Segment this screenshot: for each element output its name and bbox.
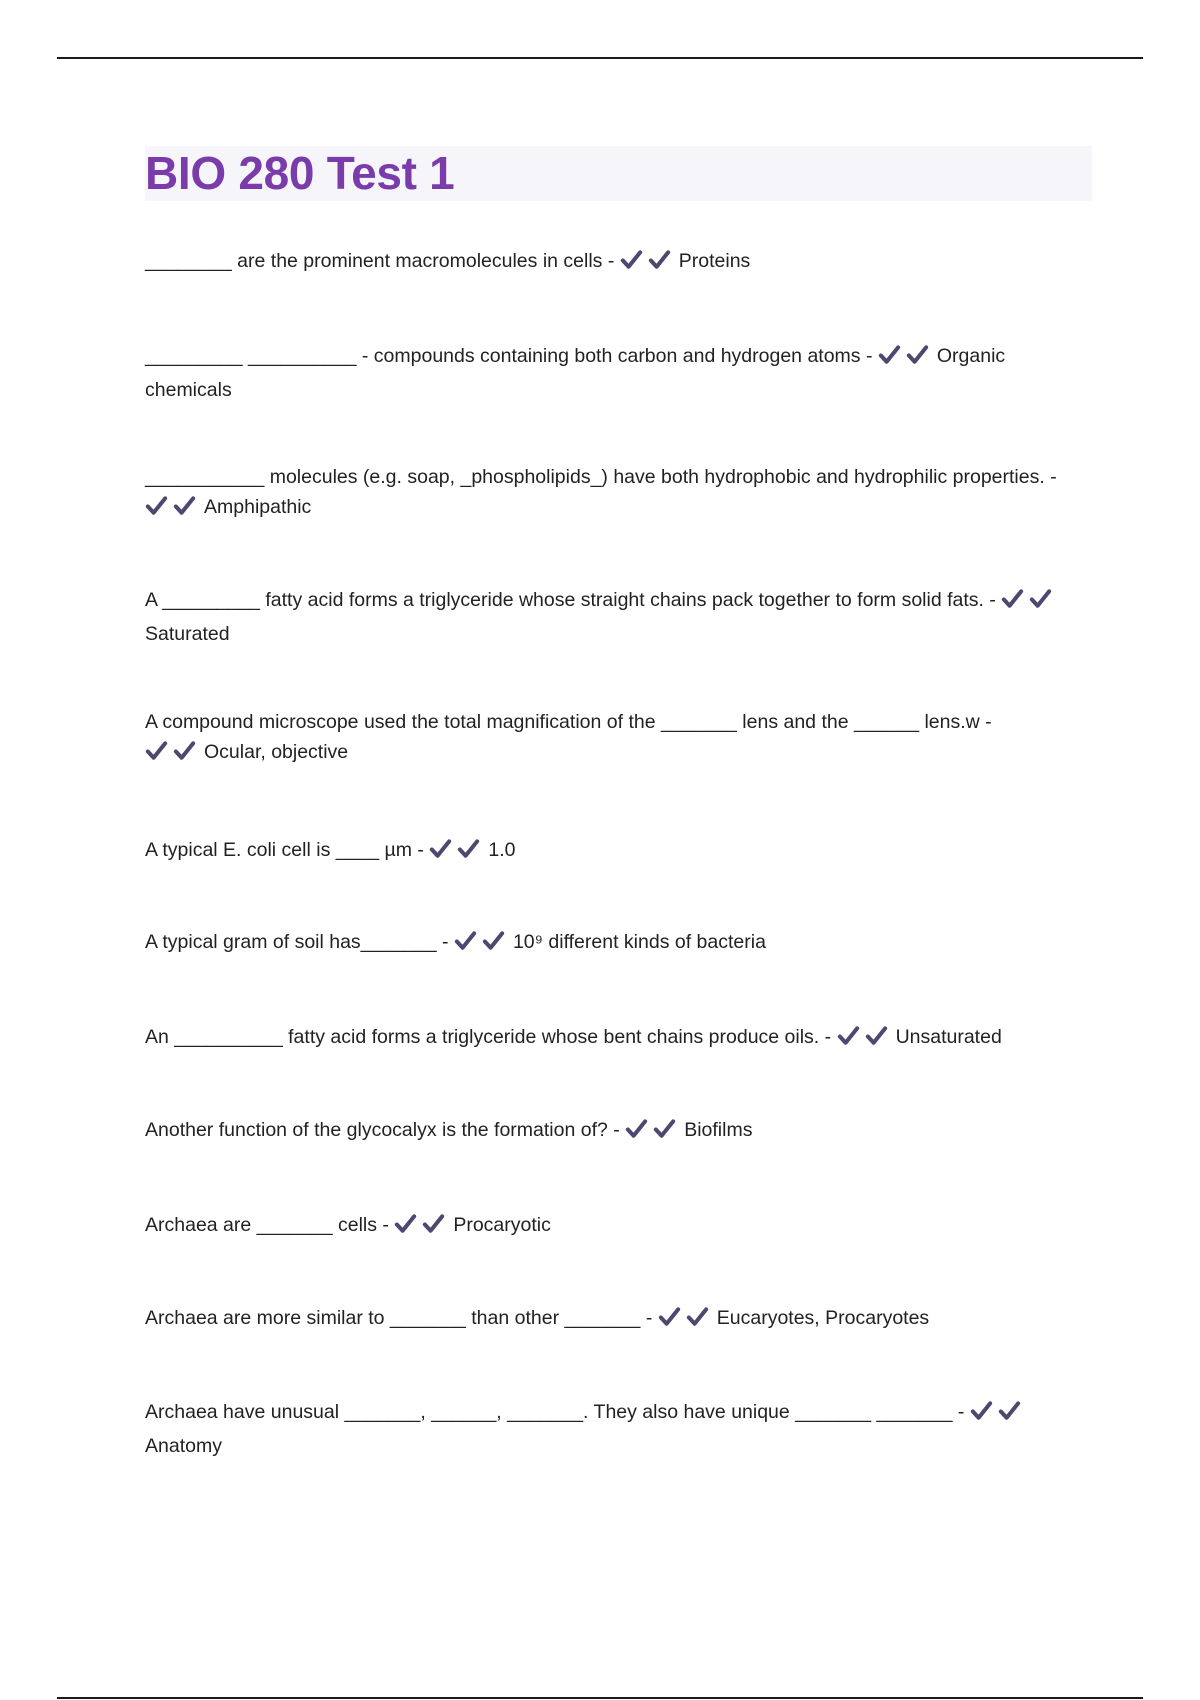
check-icon bbox=[173, 495, 196, 517]
check-icon bbox=[686, 1306, 709, 1328]
answer-text: Amphipathic bbox=[204, 496, 312, 518]
qa-item-3 bbox=[145, 462, 1085, 526]
check-icon bbox=[653, 1118, 676, 1140]
double-check bbox=[970, 1400, 1026, 1431]
check-icon bbox=[145, 495, 168, 517]
question-text: A compound microscope used the total magnification of the _______ lens and the ______ lens.w - bbox=[145, 711, 992, 733]
check-icon bbox=[625, 1118, 648, 1140]
check-icon bbox=[454, 930, 477, 952]
bottom-rule bbox=[57, 1697, 1143, 1699]
double-check bbox=[1001, 588, 1057, 619]
question-text: ________ are the prominent macromolecules in cells - bbox=[145, 250, 615, 272]
qa-item-5 bbox=[145, 707, 1025, 771]
qa-item-6 bbox=[145, 835, 1085, 869]
check-icon bbox=[145, 740, 168, 762]
qa-item-11 bbox=[145, 1303, 1085, 1337]
check-icon bbox=[648, 249, 671, 271]
answer-text: Proteins bbox=[678, 250, 751, 272]
qa-item-10 bbox=[145, 1210, 1085, 1244]
document-title: BIO 280 Test 1 bbox=[145, 147, 455, 199]
check-icon bbox=[865, 1025, 888, 1047]
question-text: _________ __________ - compounds containing both carbon and hydrogen atoms - bbox=[145, 345, 873, 367]
check-icon bbox=[482, 930, 505, 952]
question-text: Archaea have unusual _______, ______, _______. They also have unique _______ _______ - bbox=[145, 1401, 965, 1423]
qa-item-9 bbox=[145, 1115, 1085, 1149]
answer-text: Biofilms bbox=[684, 1119, 753, 1141]
answer-text: 10⁹ different kinds of bacteria bbox=[512, 931, 766, 953]
check-icon bbox=[837, 1025, 860, 1047]
double-check bbox=[878, 344, 934, 375]
qa-item-7 bbox=[145, 927, 1085, 961]
check-icon bbox=[906, 344, 929, 366]
question-text: An __________ fatty acid forms a triglyceride whose bent chains produce oils. - bbox=[145, 1026, 832, 1048]
double-check bbox=[429, 838, 485, 869]
check-icon bbox=[173, 740, 196, 762]
answer-text: Organic chemicals bbox=[145, 345, 1006, 401]
answer-text: Eucaryotes, Procaryotes bbox=[716, 1307, 930, 1329]
double-check bbox=[837, 1025, 893, 1056]
check-icon bbox=[620, 249, 643, 271]
check-icon bbox=[1001, 588, 1024, 610]
check-icon bbox=[970, 1400, 993, 1422]
question-text: A _________ fatty acid forms a triglyceride whose straight chains pack together to form solid fats. - bbox=[145, 589, 996, 611]
answer-text: Saturated bbox=[145, 623, 230, 645]
answer-text: 1.0 bbox=[488, 839, 516, 861]
check-icon bbox=[998, 1400, 1021, 1422]
double-check bbox=[625, 1118, 681, 1149]
qa-item-1 bbox=[145, 246, 1085, 280]
double-check bbox=[145, 495, 201, 526]
qa-item-4 bbox=[145, 585, 1085, 649]
check-icon bbox=[422, 1213, 445, 1235]
question-text: A typical E. coli cell is ____ µm - bbox=[145, 839, 424, 861]
check-icon bbox=[429, 838, 452, 860]
question-text: Archaea are _______ cells - bbox=[145, 1214, 389, 1236]
double-check bbox=[658, 1306, 714, 1337]
double-check bbox=[454, 930, 510, 961]
answer-text: Unsaturated bbox=[895, 1026, 1002, 1048]
answer-text: Ocular, objective bbox=[204, 741, 349, 763]
qa-item-2 bbox=[145, 341, 1025, 405]
answer-text: Anatomy bbox=[145, 1435, 222, 1457]
question-text: Another function of the glycocalyx is the formation of? - bbox=[145, 1119, 620, 1141]
double-check bbox=[620, 249, 676, 280]
check-icon bbox=[878, 344, 901, 366]
question-text: Archaea are more similar to _______ than other _______ - bbox=[145, 1307, 653, 1329]
check-icon bbox=[1029, 588, 1052, 610]
question-text: ___________ molecules (e.g. soap, _phospholipids_) have both hydrophobic and hydrophilic properties. - bbox=[145, 466, 1057, 488]
double-check bbox=[145, 740, 201, 771]
check-icon bbox=[658, 1306, 681, 1328]
check-icon bbox=[457, 838, 480, 860]
top-rule bbox=[57, 57, 1143, 59]
double-check bbox=[394, 1213, 450, 1244]
check-icon bbox=[394, 1213, 417, 1235]
qa-item-8 bbox=[145, 1022, 1085, 1056]
qa-item-12 bbox=[145, 1397, 1085, 1461]
question-text: A typical gram of soil has_______ - bbox=[145, 931, 449, 953]
answer-text: Procaryotic bbox=[453, 1214, 551, 1236]
